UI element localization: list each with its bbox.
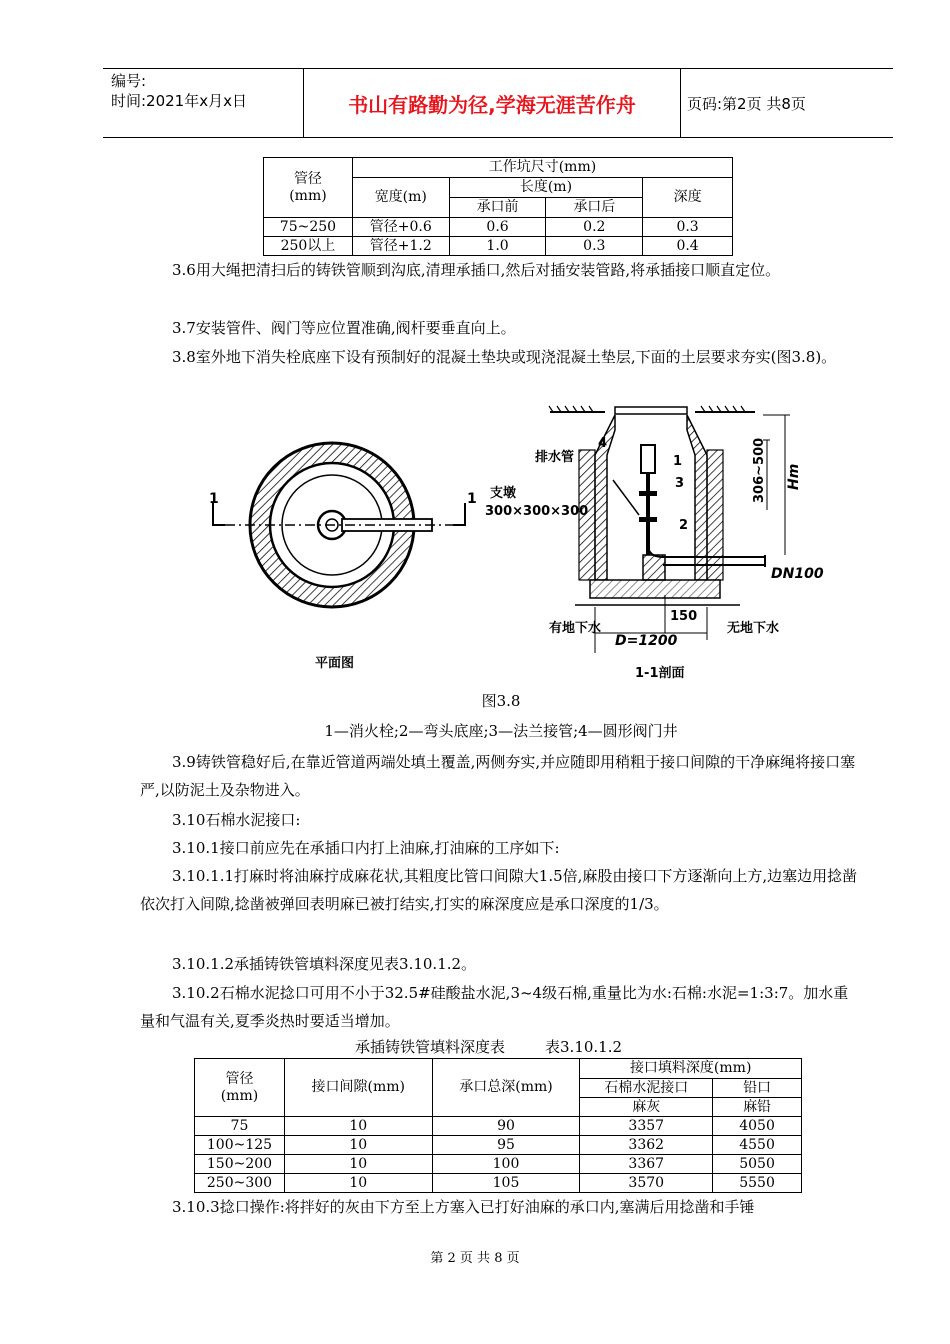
table-row: 75 10 90 3357 4050	[195, 1117, 802, 1136]
dim-306: 306~500	[752, 437, 767, 503]
col-lead: 铅口	[713, 1079, 802, 1098]
fill-depth-table	[194, 1058, 802, 1193]
label-3: 3	[675, 476, 685, 491]
table-row: 250以上 管径+1.2 1.0 0.3 0.4	[264, 237, 733, 256]
col-fill: 接口填料深度(mm)	[580, 1059, 802, 1079]
col-width: 宽度(m)	[352, 178, 449, 218]
label-1: 1	[673, 454, 683, 469]
para-3-10: 3.10石棉水泥接口:	[172, 811, 301, 829]
plan-view	[209, 443, 477, 671]
para-3-6: 3.6用大绳把清扫后的铸铁管顺到沟底,清理承插口,然后对插安装管路,将承插接口顺直定位。	[172, 261, 781, 279]
header-page-code: 页码:第2页 共8页	[687, 94, 806, 113]
para-3-9: 3.9铸铁管稳好后,在靠近管道两端处填土覆盖,两侧夯实,并应随即用稍粗于接口间隙的干净麻绳将接口塞严,以防泥土及杂物进入。	[140, 753, 856, 799]
support-size: 300×300×300	[485, 504, 589, 519]
col-pipe: 管径 (mm)	[264, 158, 353, 218]
col-total: 承口总深(mm)	[432, 1059, 580, 1117]
drain-pipe-label: 排水管	[535, 450, 575, 465]
col-gap: 接口间隙(mm)	[284, 1059, 432, 1117]
label-2: 2	[679, 518, 689, 533]
para-3-10-2: 3.10.2石棉水泥捻口可用不小于32.5#硅酸盐水泥,3~4级石棉,重量比为水:石棉:水泥=1:3:7。加水重量和气温有关,夏季炎热时要适当增加。	[140, 984, 849, 1030]
without-water-label: 无地下水	[727, 621, 780, 636]
para-3-10-3: 3.10.3捻口操作:将拌好的灰由下方至上方塞入已打好油麻的承口内,塞满后用捻凿和手锤	[172, 1198, 755, 1216]
plan-label: 平面图	[315, 656, 355, 671]
para-3-7: 3.7安装管件、阀门等应位置准确,阀杆要垂直向上。	[172, 319, 516, 337]
number-label: 编号:	[111, 72, 147, 90]
table-row: 100~125 10 95 3362 4550	[195, 1136, 802, 1155]
col-front: 承口前	[449, 198, 546, 218]
cut-mark-right: 1	[467, 491, 477, 507]
para-3-10-1-1: 3.10.1.1打麻时将油麻拧成麻花状,其粗度比管口间隙大1.5倍,麻股由接口下方逐渐向上方,边塞边用捻凿依次打入间隙,捻凿被弹回表明麻已被打结实,打实的麻深度应是承口深度的1/3。	[140, 867, 858, 913]
col-back: 承口后	[546, 198, 643, 218]
with-water-label: 有地下水	[549, 621, 602, 636]
col-hemp-ash: 麻灰	[580, 1098, 713, 1117]
figure-3-8	[195, 395, 824, 685]
header-meta	[103, 69, 303, 137]
table-row: 75~250 管径+0.6 0.6 0.2 0.3	[264, 218, 733, 237]
figure-legend: 1—消火栓;2—弯头底座;3—法兰接管;4—圆形阀门井	[324, 722, 678, 740]
para-3-8: 3.8室外地下消失栓底座下设有预制好的混凝土垫块或现浇混凝土垫层,下面的土层要求夯实(图3.8)。	[172, 348, 837, 366]
col-depth: 深度	[643, 178, 733, 218]
time-label: 时间:2021年x月x日	[111, 92, 247, 110]
table-row: 150~200 10 100 3367 5050	[195, 1155, 802, 1174]
label-4: 4	[598, 436, 608, 451]
table-title: 工作坑尺寸(mm)	[352, 158, 732, 178]
dim-150: 150	[670, 609, 698, 624]
section-view	[485, 406, 824, 681]
dim-dn: DN100	[771, 566, 824, 582]
support-label: 支墩	[490, 486, 517, 501]
table-row: 250~300 10 105 3570 5550	[195, 1174, 802, 1193]
col-hemp-lead: 麻铅	[713, 1098, 802, 1117]
cut-mark-left: 1	[209, 491, 219, 507]
col-asbestos: 石棉水泥接口	[580, 1079, 713, 1098]
table2-title: 承插铸铁管填料深度表 表3.10.1.2	[355, 1038, 623, 1056]
page-footer: 第 2 页 共 8 页	[430, 1251, 520, 1266]
col-pipe: 管径 (mm)	[195, 1059, 285, 1117]
work-pit-table	[263, 157, 733, 256]
dim-d: D=1200	[615, 633, 678, 649]
section-label: 1-1剖面	[635, 666, 685, 681]
header-motto: 书山有路勤为径,学海无涯苦作舟	[303, 69, 681, 137]
col-length: 长度(m)	[449, 178, 643, 198]
dim-hm: Hm	[786, 463, 802, 490]
para-3-10-1-2: 3.10.1.2承插铸铁管填料深度见表3.10.1.2。	[172, 955, 477, 973]
para-3-10-1: 3.10.1接口前应先在承插口内打上油麻,打油麻的工序如下:	[172, 839, 560, 857]
figure-caption: 图3.8	[481, 692, 521, 710]
page-header	[103, 68, 893, 138]
